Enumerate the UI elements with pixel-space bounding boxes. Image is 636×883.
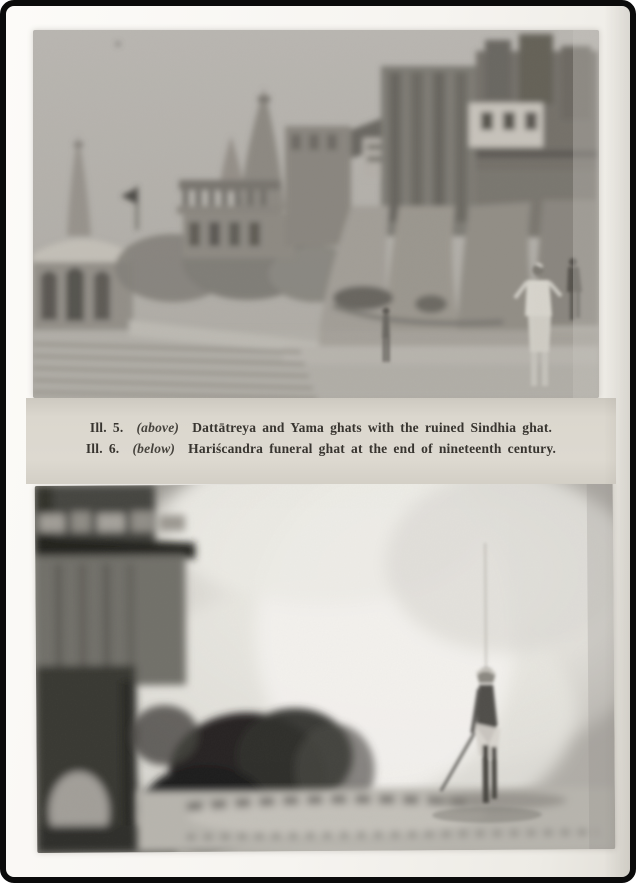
caption-6-text: Hariścandra funeral ghat at the end of nineteenth century.: [188, 441, 557, 456]
film-grain-overlay: [33, 30, 599, 398]
caption-6-qualifier: (below): [132, 441, 176, 456]
book-page-paper: [6, 6, 630, 877]
caption-5-number: Ill. 5.: [89, 420, 124, 435]
page-curl-shadow: [604, 6, 630, 877]
funeral-ghat-photo-svg: [35, 482, 616, 853]
caption-5-qualifier: (above): [136, 420, 180, 435]
caption-5-text: Dattātreya and Yama ghats with the ruined Sindhia ghat.: [192, 420, 553, 435]
film-grain-overlay: [35, 482, 616, 853]
caption-ill-5: [26, 417, 616, 438]
illustration-5-photo: [33, 30, 599, 398]
ghats-photo-svg: [33, 30, 599, 398]
caption-block: [26, 398, 616, 484]
caption-6-number: Ill. 6.: [85, 441, 120, 456]
caption-ill-6: [26, 438, 616, 459]
photo-edge-fade: [573, 30, 599, 398]
illustration-6-photo: [35, 482, 616, 853]
